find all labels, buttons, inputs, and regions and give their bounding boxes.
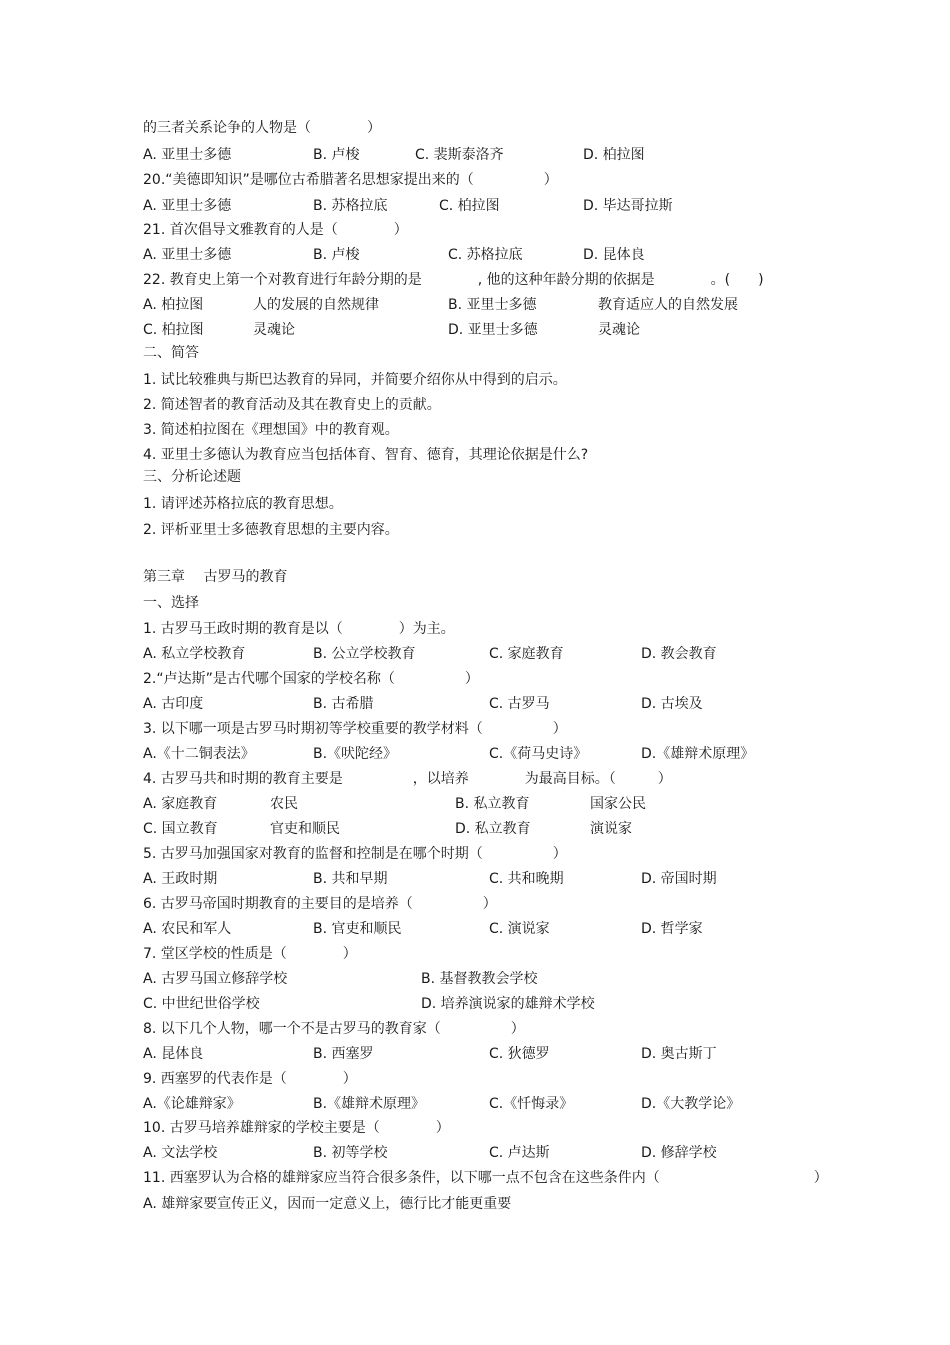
option-d: D. 帝国时期	[641, 871, 717, 887]
option-b: B. 卢梭	[313, 247, 360, 263]
question-text: 的三者关系论争的人物是（ ）	[143, 120, 381, 136]
option-d: D. 毕达哥拉斯	[583, 198, 673, 214]
option-a: A. 文法学校	[143, 1145, 218, 1161]
item-text: 1. 试比较雅典与斯巴达教育的异同，并简要介绍你从中得到的启示。	[143, 372, 567, 388]
option-a: A. 昆体良	[143, 1046, 204, 1062]
option-c: C. 中世纪世俗学校	[143, 996, 260, 1012]
option-b: B.《吠陀经》	[313, 746, 398, 762]
option-b: B. 古希腊	[313, 696, 374, 712]
option-d: D. 奥古斯丁	[641, 1046, 717, 1062]
section-title: 二、简答	[143, 345, 199, 361]
question-text: 7. 堂区学校的性质是（ ）	[143, 946, 357, 962]
option-c-detail: 灵魂论	[253, 322, 295, 338]
option-b: B. 基督教教会学校	[421, 971, 538, 987]
question-text: 22. 教育史上第一个对教育进行年龄分期的是 , 他的这种年龄分期的依据是 。( )	[143, 272, 764, 288]
option-c: C.《忏悔录》	[489, 1096, 574, 1112]
option-d-detail: 灵魂论	[598, 322, 640, 338]
item-text: 1. 请评述苏格拉底的教育思想。	[143, 496, 343, 512]
option-a: A. 亚里士多德	[143, 247, 232, 263]
item-text: 2. 简述智者的教育活动及其在教育史上的贡献。	[143, 397, 441, 413]
option-c: C. 共和晚期	[489, 871, 564, 887]
option-b: B.《雄辩术原理》	[313, 1096, 426, 1112]
option-b: B. 私立教育	[455, 796, 530, 812]
option-c: C. 柏拉图	[143, 322, 204, 338]
chapter-heading: 第三章 古罗马的教育	[143, 569, 288, 585]
section-title: 一、选择	[143, 595, 199, 611]
option-c: C. 古罗马	[489, 696, 550, 712]
question-text: 5. 古罗马加强国家对教育的监督和控制是在哪个时期（ ）	[143, 846, 567, 862]
question-text: 2.“卢达斯”是古代哪个国家的学校名称（ ）	[143, 671, 479, 687]
option-d: D. 柏拉图	[583, 147, 645, 163]
option-d: D. 私立教育	[455, 821, 531, 837]
option-d: D. 修辞学校	[641, 1145, 717, 1161]
option-b-detail: 教育适应人的自然发展	[598, 297, 738, 313]
option-a: A. 亚里士多德	[143, 198, 232, 214]
option-a: A. 家庭教育	[143, 796, 218, 812]
item-text: 4. 亚里士多德认为教育应当包括体育、智育、德育，其理论依据是什么?	[143, 447, 589, 463]
option-a: A. 亚里士多德	[143, 147, 232, 163]
option-c: C. 国立教育	[143, 821, 218, 837]
question-text: 8. 以下几个人物，哪一个不是古罗马的教育家（ ）	[143, 1021, 525, 1037]
section-title: 三、分析论述题	[143, 469, 241, 485]
option-c: C. 家庭教育	[489, 646, 564, 662]
option-c: C. 卢达斯	[489, 1145, 550, 1161]
option-b: B. 共和早期	[313, 871, 388, 887]
option-b: B. 亚里士多德	[448, 297, 537, 313]
option-a: A.《十二铜表法》	[143, 746, 255, 762]
option-a: A. 王政时期	[143, 871, 218, 887]
question-text: 10. 古罗马培养雄辩家的学校主要是（ ）	[143, 1120, 450, 1136]
option-d: D. 哲学家	[641, 921, 703, 937]
option-c: C. 裴斯泰洛齐	[415, 147, 504, 163]
option-d: D.《雄辩术原理》	[641, 746, 755, 762]
option-c: C. 苏格拉底	[448, 247, 523, 263]
option-d: D. 亚里士多德	[448, 322, 538, 338]
option-b-detail: 国家公民	[590, 796, 646, 812]
option-b: B. 官吏和顺民	[313, 921, 402, 937]
item-text: 2. 评析亚里士多德教育思想的主要内容。	[143, 522, 399, 538]
item-text: 3. 简述柏拉图在《理想国》中的教育观。	[143, 422, 399, 438]
option-a: A. 农民和军人	[143, 921, 232, 937]
option-a: A.《论雄辩家》	[143, 1096, 241, 1112]
question-text: 9. 西塞罗的代表作是（ ）	[143, 1071, 357, 1087]
option-a: A. 柏拉图	[143, 297, 204, 313]
option-b: B. 初等学校	[313, 1145, 388, 1161]
option-d: D. 古埃及	[641, 696, 703, 712]
option-b: B. 卢梭	[313, 147, 360, 163]
option-b: B. 苏格拉底	[313, 198, 388, 214]
option-a: A. 雄辩家要宣传正义，因而一定意义上，德行比才能更重要	[143, 1196, 512, 1212]
option-d-detail: 演说家	[590, 821, 632, 837]
option-c: C. 狄德罗	[489, 1046, 550, 1062]
question-text: 6. 古罗马帝国时期教育的主要目的是培养（ ）	[143, 896, 497, 912]
option-c: C. 演说家	[489, 921, 550, 937]
option-a-detail: 农民	[270, 796, 298, 812]
option-c-detail: 官吏和顺民	[270, 821, 340, 837]
question-text: 21. 首次倡导文雅教育的人是（ ）	[143, 222, 408, 238]
question-text: 3. 以下哪一项是古罗马时期初等学校重要的教学材料（ ）	[143, 721, 567, 737]
option-d: D. 昆体良	[583, 247, 645, 263]
question-text: 1. 古罗马王政时期的教育是以（ ）为主。	[143, 621, 455, 637]
option-a: A. 古印度	[143, 696, 204, 712]
option-d: D. 教会教育	[641, 646, 717, 662]
option-d: D.《大教学论》	[641, 1096, 741, 1112]
question-text: 4. 古罗马共和时期的教育主要是 ，以培养 为最高目标。（ ）	[143, 771, 672, 787]
option-b: B. 公立学校教育	[313, 646, 416, 662]
option-c: C. 柏拉图	[439, 198, 500, 214]
option-a: A. 私立学校教育	[143, 646, 246, 662]
option-a-detail: 人的发展的自然规律	[253, 297, 379, 313]
question-text: 20.“美德即知识”是哪位古希腊著名思想家提出来的（ ）	[143, 172, 558, 188]
option-c: C.《荷马史诗》	[489, 746, 588, 762]
option-b: B. 西塞罗	[313, 1046, 374, 1062]
option-a: A. 古罗马国立修辞学校	[143, 971, 288, 987]
question-text: 11. 西塞罗认为合格的雄辩家应当符合很多条件，以下哪一点不包含在这些条件内（ ）	[143, 1170, 828, 1186]
option-d: D. 培养演说家的雄辩术学校	[421, 996, 595, 1012]
